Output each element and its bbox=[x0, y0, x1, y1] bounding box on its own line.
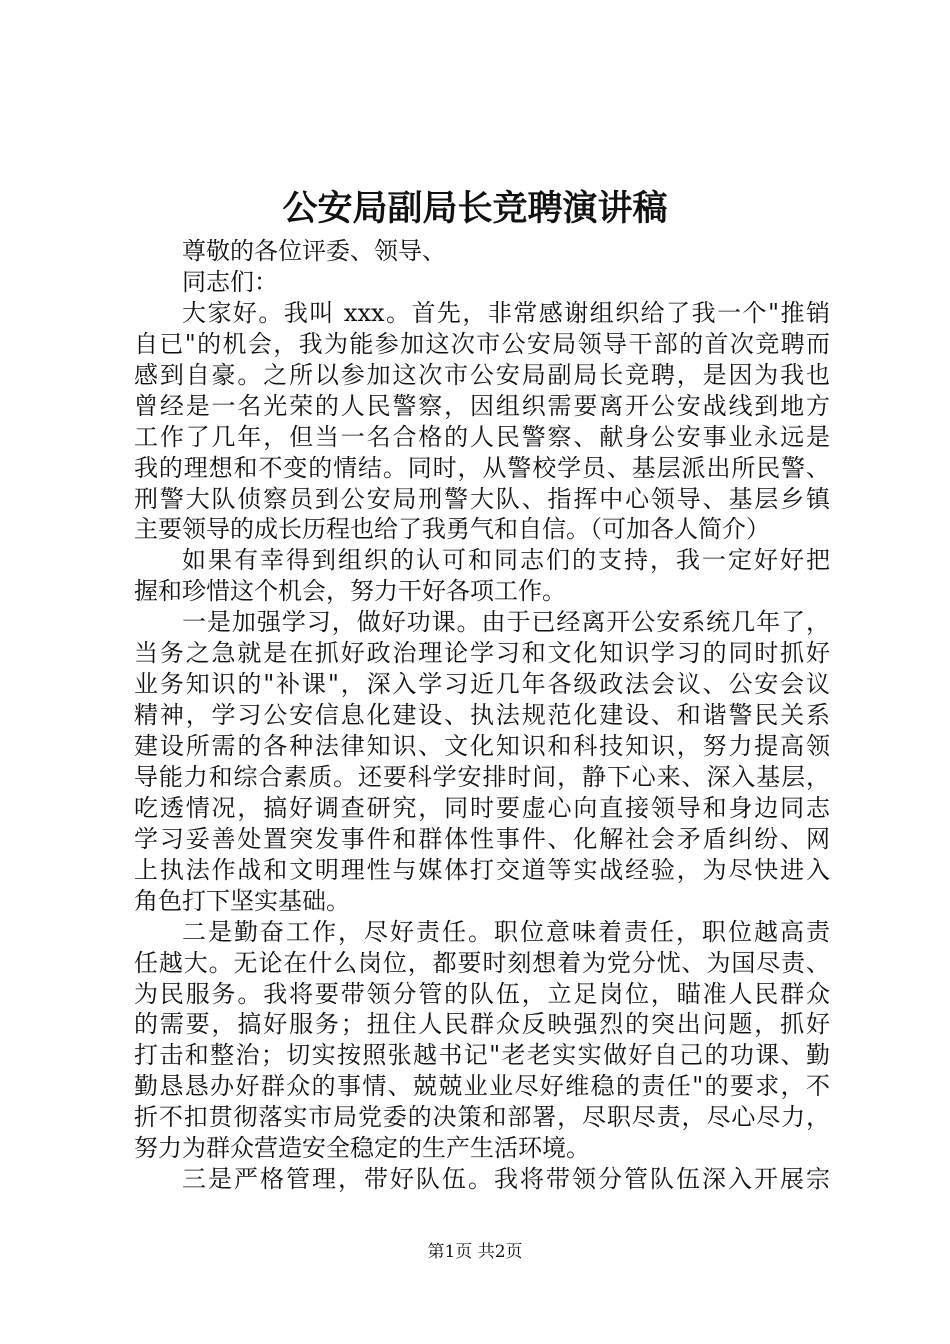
text-line: 如果有幸得到组织的认可和同志们的支持，我一定好好把 bbox=[182, 546, 830, 575]
text-line: 同志们： bbox=[182, 267, 278, 296]
text-line: 主要领导的成长历程也给了我勇气和自信。（可加各人简介） bbox=[134, 515, 770, 544]
text-line: 自已"的机会，我为能参加这次市公安局领导干部的首次竞聘而 bbox=[134, 329, 830, 358]
text-line: 的需要，搞好服务；扭住人民群众反映强烈的突出问题，抓好 bbox=[134, 1010, 830, 1039]
text-line: 任越大。无论在什么岗位，都要时刻想着为党分忧、为国尽责、 bbox=[134, 948, 830, 977]
text-line: 勤恳恳办好群众的事情、兢兢业业尽好维稳的责任"的要求，不 bbox=[134, 1072, 830, 1101]
text-line: 大家好。我叫 xxx。首先，非常感谢组织给了我一个"推销 bbox=[182, 298, 830, 327]
text-line: 我的理想和不变的情结。同时，从警校学员、基层派出所民警、 bbox=[134, 453, 830, 482]
page-footer: 第1页 共2页 bbox=[427, 1242, 523, 1262]
text-line: 打击和整治；切实按照张越书记"老老实实做好自己的功课、勤 bbox=[134, 1041, 830, 1070]
text-line: 建设所需的各种法律知识、文化知识和科技知识，努力提高领 bbox=[134, 732, 830, 760]
text-line: 二是勤奋工作，尽好责任。职位意味着责任，职位越高责 bbox=[182, 917, 830, 946]
text-line: 角色打下坚实基础。 bbox=[134, 886, 350, 915]
text-line: 当务之急就是在抓好政治理论学习和文化知识学习的同时抓好 bbox=[134, 639, 830, 668]
text-line: 精神，学习公安信息化建设、执法规范化建设、和谐警民关系 bbox=[134, 701, 830, 730]
text-line: 工作了几年，但当一名合格的人民警察、献身公安事业永远是 bbox=[134, 422, 830, 451]
document-title: 公安局副局长竞聘演讲稿 bbox=[282, 188, 668, 229]
text-line: 导能力和综合素质。还要科学安排时间，静下心来、深入基层， bbox=[134, 762, 830, 791]
text-line: 三是严格管理，带好队伍。我将带领分管队伍深入开展宗 bbox=[182, 1165, 830, 1194]
text-line: 努力为群众营造安全稳定的生产生活环境。 bbox=[134, 1134, 590, 1163]
text-line: 为民服务。我将要带领分管的队伍，立足岗位，瞄准人民群众 bbox=[134, 979, 830, 1008]
document-body bbox=[134, 236, 830, 1195]
text-line: 曾经是一名光荣的人民警察，因组织需要离开公安战线到地方 bbox=[134, 391, 830, 420]
text-line: 尊敬的各位评委、领导、 bbox=[182, 237, 446, 265]
text-line: 上执法作战和文明理性与媒体打交道等实战经验，为尽快进入 bbox=[134, 855, 830, 884]
text-line: 一是加强学习，做好功课。由于已经离开公安系统几年了， bbox=[182, 608, 830, 637]
text-line: 学习妥善处置突发事件和群体性事件、化解社会矛盾纠纷、网 bbox=[134, 824, 830, 853]
text-line: 刑警大队侦察员到公安局刑警大队、指挥中心领导、基层乡镇 bbox=[134, 484, 830, 513]
text-line: 业务知识的"补课"，深入学习近几年各级政法会议、公安会议 bbox=[134, 670, 830, 699]
text-line: 吃透情况，搞好调查研究，同时要虚心向直接领导和身边同志 bbox=[134, 793, 830, 822]
text-line: 折不扣贯彻落实市局党委的决策和部署，尽职尽责，尽心尽力， bbox=[134, 1103, 830, 1132]
text-line: 感到自豪。之所以参加这次市公安局副局长竞聘，是因为我也 bbox=[134, 360, 830, 389]
text-line: 握和珍惜这个机会，努力干好各项工作。 bbox=[134, 577, 566, 606]
